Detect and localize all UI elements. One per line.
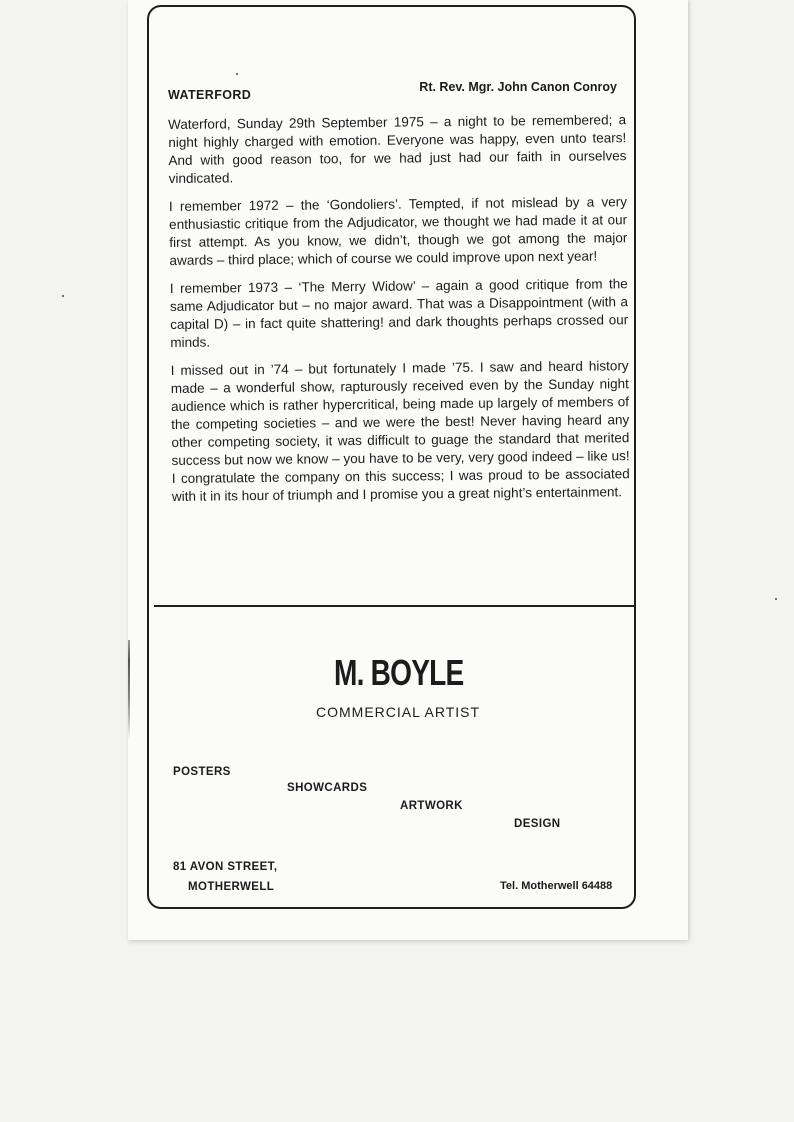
advert-address-street: 81 AVON STREET, bbox=[173, 861, 278, 873]
advert-subtitle: COMMERCIAL ARTIST bbox=[316, 704, 481, 720]
advert-business-name: M. BOYLE bbox=[334, 652, 464, 693]
print-speck bbox=[62, 295, 64, 297]
section-divider bbox=[154, 605, 636, 607]
advert-service-showcards: SHOWCARDS bbox=[287, 782, 368, 794]
advert-service-artwork: ARTWORK bbox=[400, 800, 463, 812]
article-paragraph: I remember 1972 – the ‘Gondoliers’. Tempted, if not mislead by a very enthusiastic critique from the Adjudicator, we thought we had made it at our first attempt. As you know, we didn’t, though we got among the major awards – third place; which of course we could improve upon next year! bbox=[168, 194, 628, 268]
article-author: Rt. Rev. Mgr. John Canon Conroy bbox=[419, 80, 617, 94]
advert-service-posters: POSTERS bbox=[173, 766, 231, 778]
advert-address-town: MOTHERWELL bbox=[188, 881, 275, 893]
article-paragraph: I remember 1973 – ‘The Merry Widow’ – again a good critique from the same Adjudicator but – no major award. That was a Disappointment (with a capital D) – in fact quite shattering! and dark thoughts perhaps crossed our minds. bbox=[169, 276, 629, 350]
article-body bbox=[168, 111, 630, 516]
page-edge-mark bbox=[128, 640, 130, 740]
article-paragraph: I missed out in ’74 – but fortunately I made ’75. I saw and heard history made – a wonderful show, rapturously received even by the Sunday night audience which is rather hypercritical, being made up largely of members of the competing societies – and we were the best! Never having heard any other competing society, it was difficult to guage the standard that merited success but now we know – you have to be very, very good indeed – like us! I congratulate the company on this success; I was proud to be associated with it in its hour of triumph and I promise you a great night’s entertainment. bbox=[170, 358, 630, 504]
advert-telephone: Tel. Motherwell 64488 bbox=[500, 880, 613, 892]
print-speck bbox=[236, 73, 238, 75]
advert-service-design: DESIGN bbox=[514, 818, 561, 830]
article-paragraph: Waterford, Sunday 29th September 1975 – a night to be remembered; a night highly charged with emotion. Everyone was happy, even unto tears! And with good reason too, for we had just had our faith in ourselves vindicated. bbox=[168, 112, 627, 186]
print-speck bbox=[775, 598, 777, 600]
article-location: WATERFORD bbox=[168, 88, 252, 102]
